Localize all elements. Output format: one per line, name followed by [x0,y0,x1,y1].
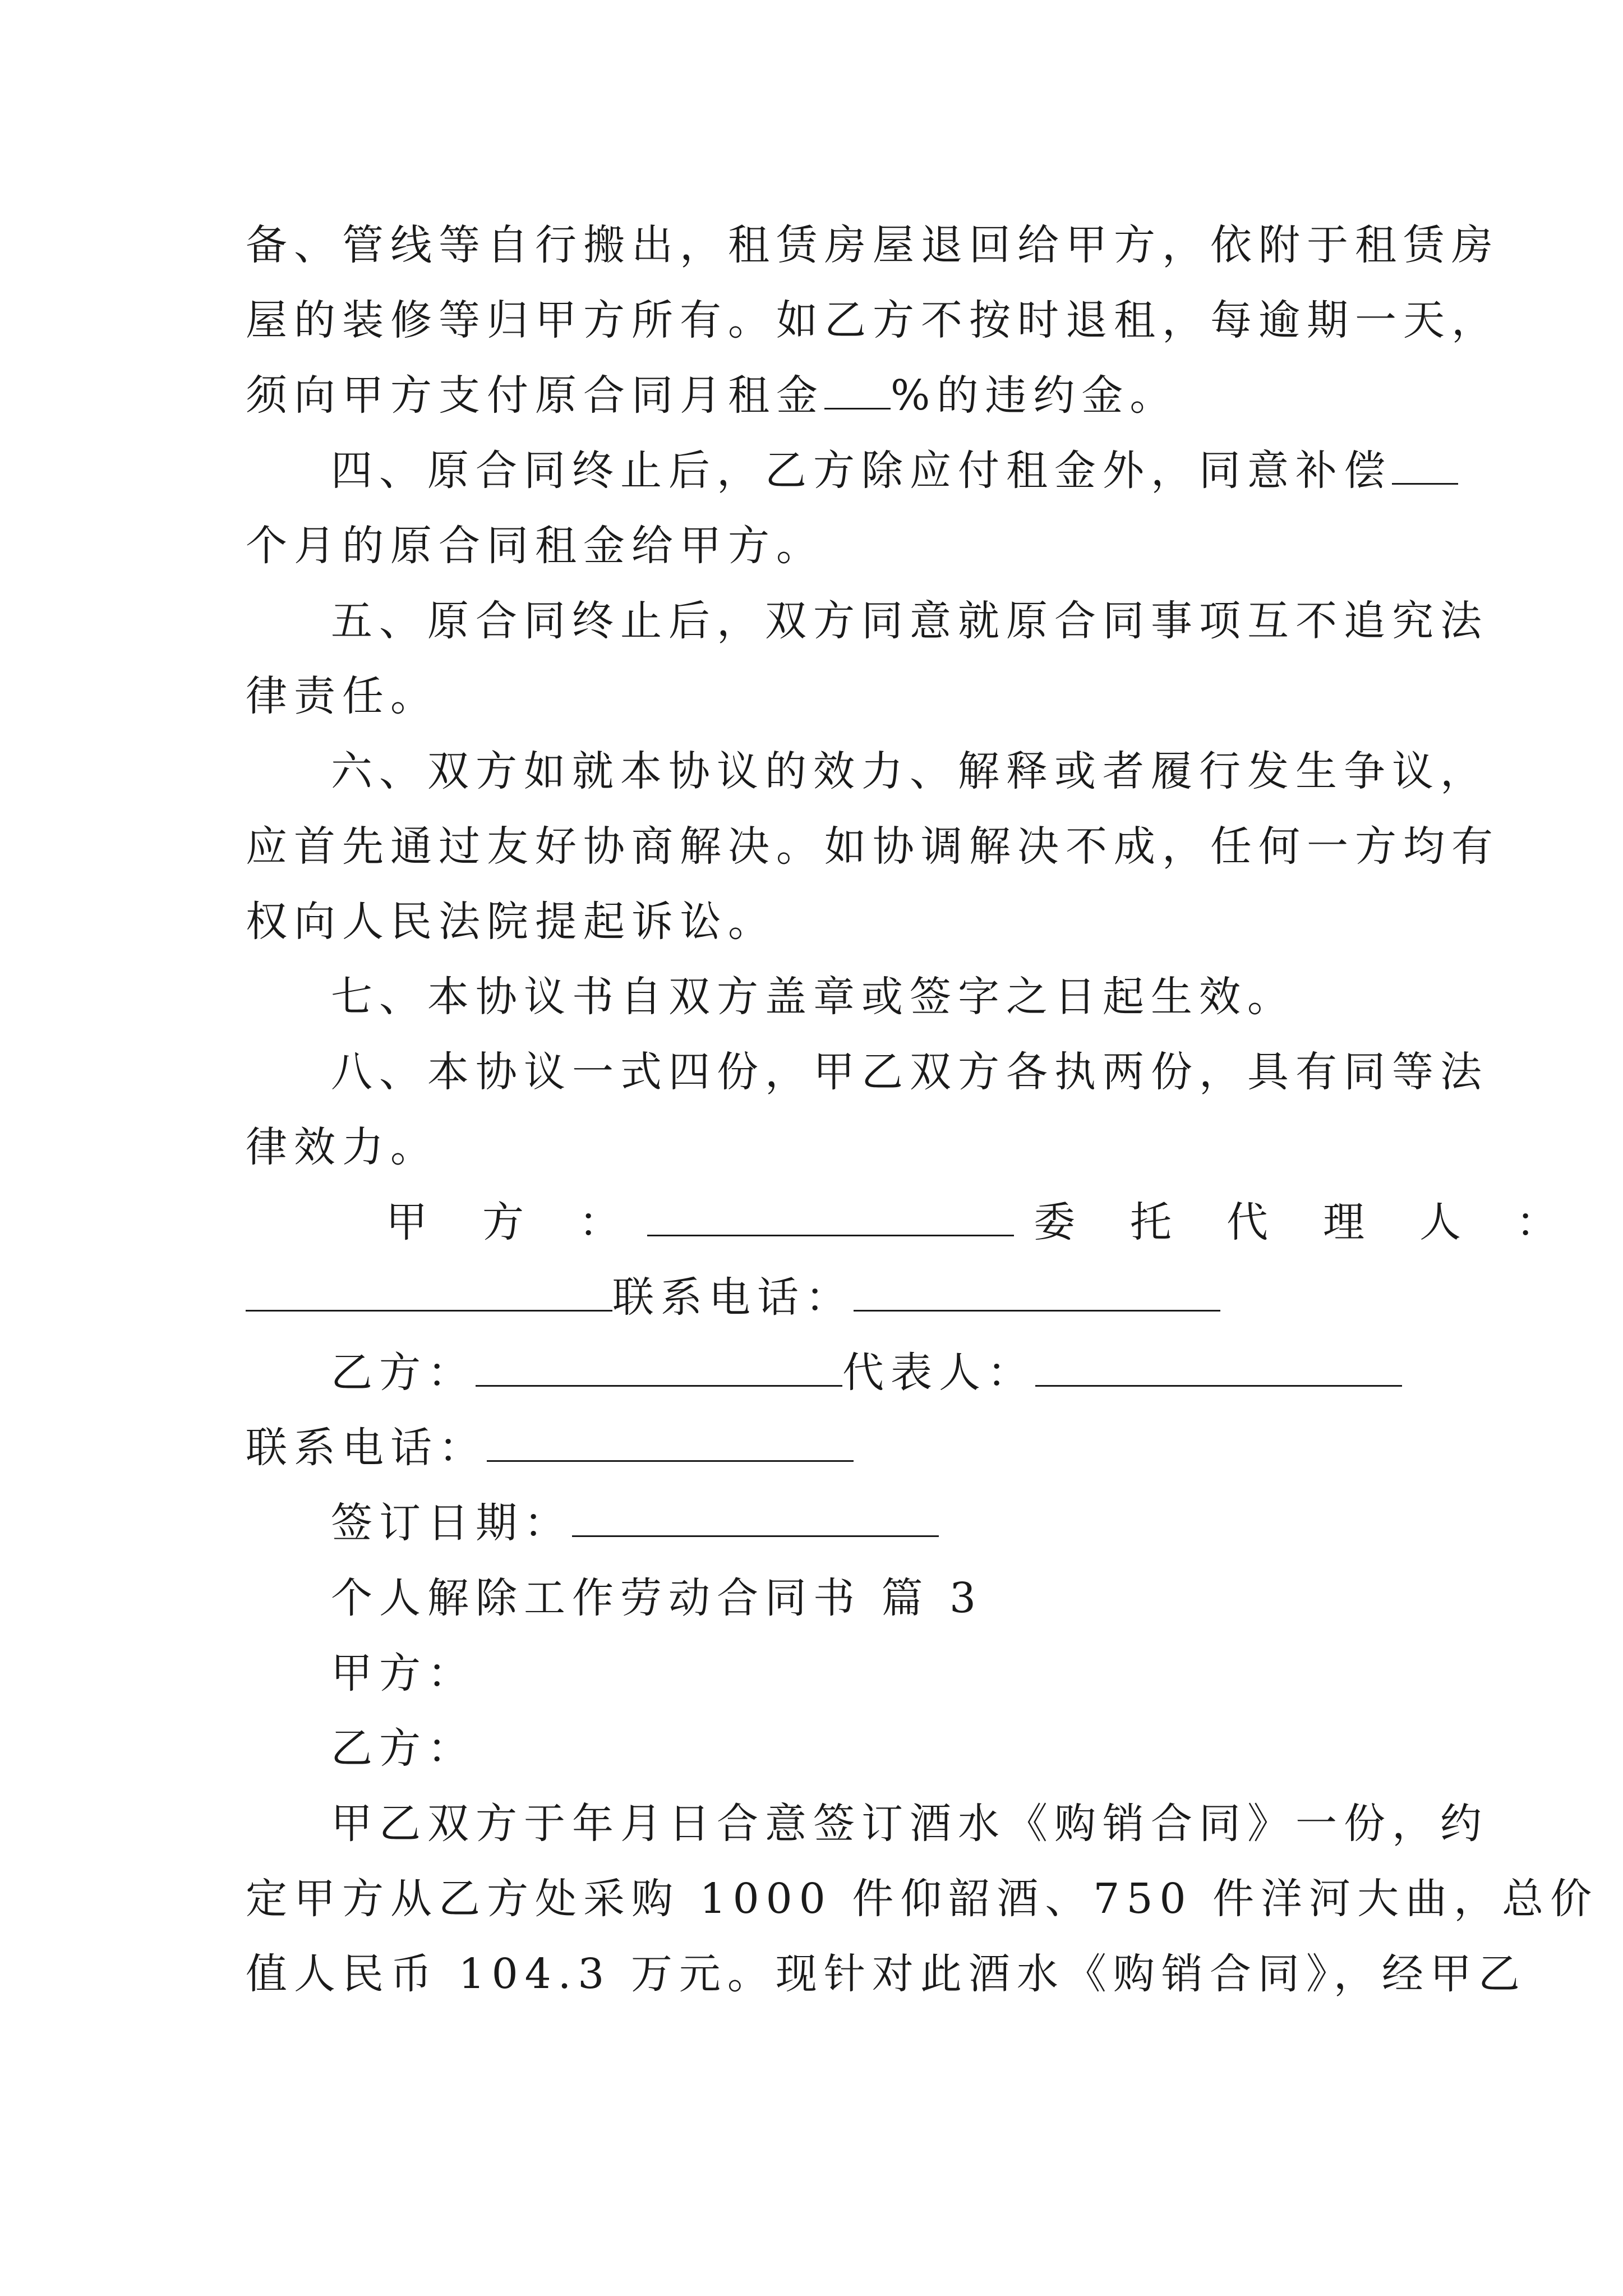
paragraph-line [246,809,1500,884]
representative-blank [1035,1350,1402,1387]
text-line: 五、原合同终止后，双方同意就原合同事项互不追究法 [331,597,1488,645]
text-line: 权向人民法院提起诉讼。 [246,898,776,946]
text-line: 七、本协议书自双方盖章或签字之日起生效。 [331,973,1295,1021]
agent-blank [246,1275,612,1312]
party-a-label: 甲 方 ： [386,1198,627,1246]
date-blank [572,1501,939,1537]
paragraph-line [246,659,1390,734]
signature-line-party-a [246,1185,1565,1260]
paragraph-line [246,508,1390,583]
text-line: 屋的装修等归甲方所有。如乙方不按时退租，每逾期一天， [246,296,1500,344]
text-line: 定甲方从乙方处采购 1000 件仰韶酒、750 件洋河大曲，总价 [246,1875,1599,1923]
representative-label: 代表人： [842,1349,1035,1397]
signature-line-party-b-phone [246,1410,1390,1485]
paragraph-line [246,1110,1390,1185]
party-a-label: 甲方： [331,1649,476,1697]
text-line: 律责任。 [246,672,439,720]
text-line: 律效力。 [246,1123,439,1171]
paragraph-line [246,1936,1527,2012]
text-line: 应首先通过友好协商解决。如协调解决不成，任何一方均有 [246,822,1500,871]
section-title [246,1561,1390,1636]
phone-label: 联系电话： [612,1273,854,1322]
signature-line-party-b [246,1335,1390,1410]
paragraph-line [246,433,1390,508]
text-line: 八、本协议一式四份，甲乙双方各执两份，具有同等法 [331,1048,1488,1096]
party-a-line [246,1636,1390,1711]
party-a-blank [647,1200,1014,1236]
text-line: 六、双方如就本协议的效力、解释或者履行发生争议， [331,747,1488,795]
text-line: 个月的原合同租金给甲方。 [246,522,824,570]
party-b-line [246,1711,1390,1786]
paragraph-line [246,208,1500,283]
fill-blank-compensation-months [1392,448,1458,485]
text-line: 值人民币 104.3 万元。现针对此酒水《购销合同》，经甲乙 [246,1950,1527,1998]
party-b-blank [476,1350,842,1387]
paragraph-line [246,734,1488,809]
text-line: %的违约金。 [891,371,1178,420]
text-line: 须向甲方支付原合同月租金 [246,371,824,420]
paragraph-line [246,283,1500,358]
paragraph-line [246,1786,1488,1861]
paragraph-line [246,959,1390,1034]
agent-label: 委 托 代 理 人 ： [1034,1198,1565,1246]
section-heading: 个人解除工作劳动合同书 篇 3 [331,1574,983,1622]
party-b-label: 乙方： [331,1724,476,1773]
paragraph-line [246,358,1390,433]
signature-line-date [246,1485,1390,1561]
phone-blank [854,1275,1220,1312]
paragraph-line [246,884,1390,959]
party-b-label: 乙方： [331,1349,476,1397]
paragraph-line [246,1034,1488,1110]
phone-label: 联系电话： [246,1424,487,1472]
paragraph-line [246,1861,1599,1936]
date-label: 签订日期： [331,1499,572,1547]
text-line: 甲乙双方于年月日合意签订酒水《购销合同》一份，约 [331,1800,1488,1848]
signature-line-agent-phone [246,1260,1390,1335]
fill-blank-penalty-rate [824,373,891,409]
party-b-phone-blank [487,1425,854,1462]
text-line: 备、管线等自行搬出，租赁房屋退回给甲方，依附于租赁房 [246,221,1500,269]
paragraph-line [246,583,1488,659]
text-line: 四、原合同终止后，乙方除应付租金外，同意补偿 [331,447,1392,495]
document-page [246,208,1599,2012]
